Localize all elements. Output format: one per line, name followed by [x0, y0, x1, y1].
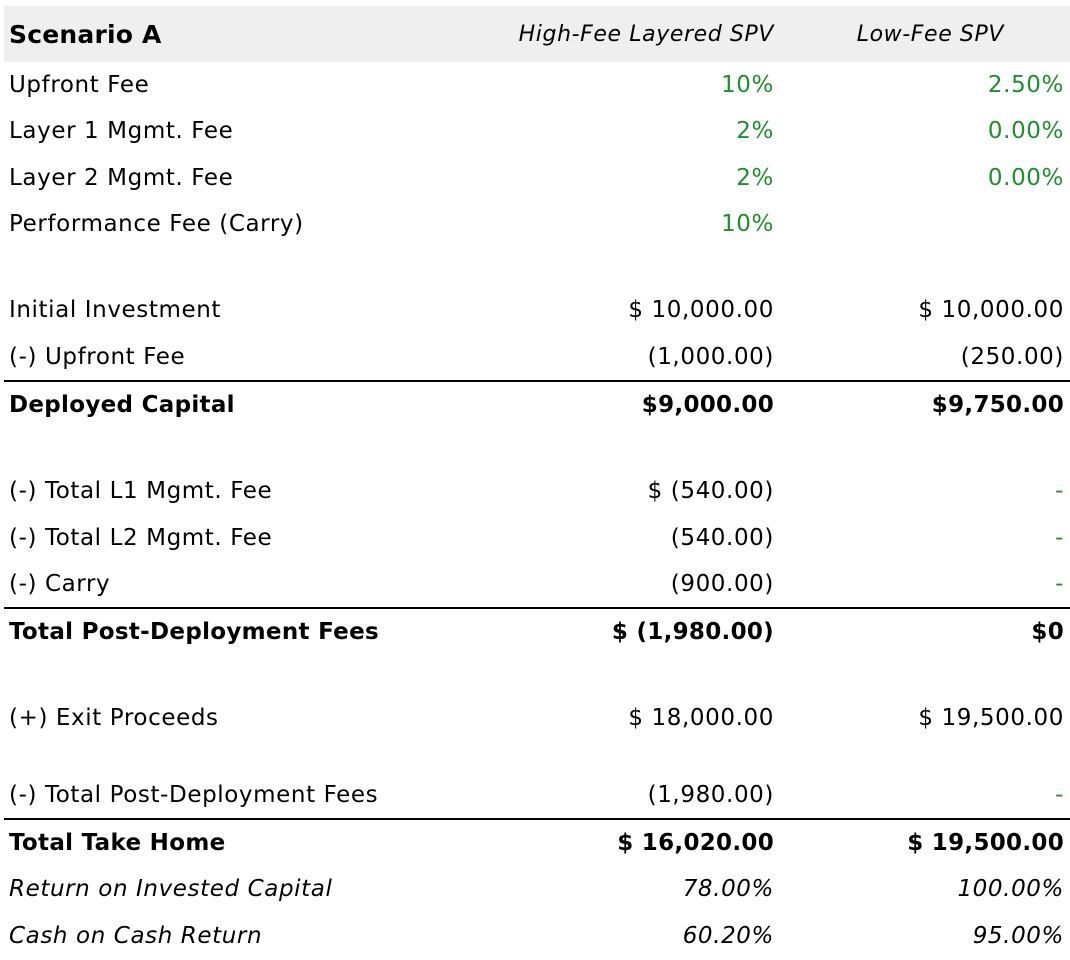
row-carry — [4, 561, 1070, 607]
low-fee-value: $ 19,500.00 — [918, 705, 1064, 732]
row-cash-on-cash-return — [4, 912, 1070, 958]
high-fee-value: 60.20% — [682, 922, 774, 949]
column-header-high-fee: High-Fee Layered SPV — [518, 21, 774, 47]
row-total-post-deployment-fees — [4, 607, 1070, 655]
row-post-deployment-fees-deduction — [4, 772, 1070, 818]
row-deployed-capital — [4, 380, 1070, 428]
row-label: Upfront Fee — [9, 72, 150, 99]
row-label: (-) Carry — [9, 570, 111, 597]
high-fee-value: 2% — [736, 118, 774, 145]
low-fee-value: 100.00% — [957, 876, 1064, 903]
row-label: Total Take Home — [9, 830, 226, 856]
low-fee-value: - — [1055, 570, 1064, 597]
high-fee-value: (1,980.00) — [647, 781, 774, 808]
low-fee-value: $ 10,000.00 — [918, 297, 1064, 324]
high-fee-value: (1,000.00) — [647, 343, 774, 370]
row-label: Layer 2 Mgmt. Fee — [9, 164, 234, 191]
low-fee-value: (250.00) — [960, 343, 1064, 370]
scenario-title: Scenario A — [9, 19, 162, 49]
low-fee-value: $ 19,500.00 — [907, 830, 1064, 856]
low-fee-value: - — [1055, 781, 1064, 808]
low-fee-value: $0 — [1031, 619, 1064, 646]
low-fee-value: - — [1055, 478, 1064, 505]
low-fee-value: 95.00% — [972, 922, 1064, 949]
high-fee-value: 10% — [721, 211, 774, 238]
low-fee-value: 0.00% — [987, 118, 1064, 145]
high-fee-value: $ 10,000.00 — [628, 297, 774, 324]
row-label: Cash on Cash Return — [9, 922, 263, 949]
high-fee-value: (540.00) — [670, 524, 774, 551]
row-label: Initial Investment — [9, 297, 222, 324]
row-label: Performance Fee (Carry) — [9, 211, 304, 238]
column-header-low-fee: Low-Fee SPV — [856, 21, 1004, 47]
row-upfront-fee-rate — [4, 62, 1070, 108]
spacer-row — [4, 247, 1070, 287]
row-label: Deployed Capital — [9, 391, 235, 418]
high-fee-value: 2% — [736, 164, 774, 191]
row-layer1-mgmt-fee-rate — [4, 108, 1070, 154]
row-label: Return on Invested Capital — [9, 876, 333, 903]
scenario-table — [4, 6, 1070, 959]
row-label: (-) Upfront Fee — [9, 343, 186, 370]
table-header — [4, 6, 1070, 62]
high-fee-value: 10% — [721, 72, 774, 99]
row-total-take-home — [4, 818, 1070, 866]
row-total-l1-mgmt-fee — [4, 468, 1070, 514]
low-fee-value: - — [1055, 524, 1064, 551]
high-fee-value: $ (540.00) — [647, 478, 774, 505]
row-performance-fee-rate — [4, 201, 1070, 247]
low-fee-value: $9,750.00 — [931, 391, 1064, 418]
spacer-row — [4, 428, 1070, 468]
high-fee-value: $ 16,020.00 — [617, 830, 774, 856]
high-fee-value: 78.00% — [682, 876, 774, 903]
row-label: (+) Exit Proceeds — [9, 705, 219, 732]
row-initial-investment — [4, 287, 1070, 333]
high-fee-value: $ 18,000.00 — [628, 705, 774, 732]
high-fee-value: $9,000.00 — [641, 391, 774, 418]
spacer-row — [4, 742, 1070, 772]
high-fee-value: $ (1,980.00) — [611, 619, 774, 646]
row-total-l2-mgmt-fee — [4, 514, 1070, 560]
spacer-row — [4, 655, 1070, 695]
row-upfront-fee-amount — [4, 333, 1070, 379]
low-fee-value: 2.50% — [987, 72, 1064, 99]
row-label: (-) Total L1 Mgmt. Fee — [9, 478, 273, 505]
row-label: Layer 1 Mgmt. Fee — [9, 118, 234, 145]
row-return-on-invested-capital — [4, 866, 1070, 912]
row-label: Total Post-Deployment Fees — [9, 619, 379, 646]
low-fee-value: 0.00% — [987, 164, 1064, 191]
row-layer2-mgmt-fee-rate — [4, 155, 1070, 201]
row-label: (-) Total L2 Mgmt. Fee — [9, 524, 273, 551]
row-exit-proceeds — [4, 695, 1070, 741]
high-fee-value: (900.00) — [670, 570, 774, 597]
row-label: (-) Total Post-Deployment Fees — [9, 781, 379, 808]
